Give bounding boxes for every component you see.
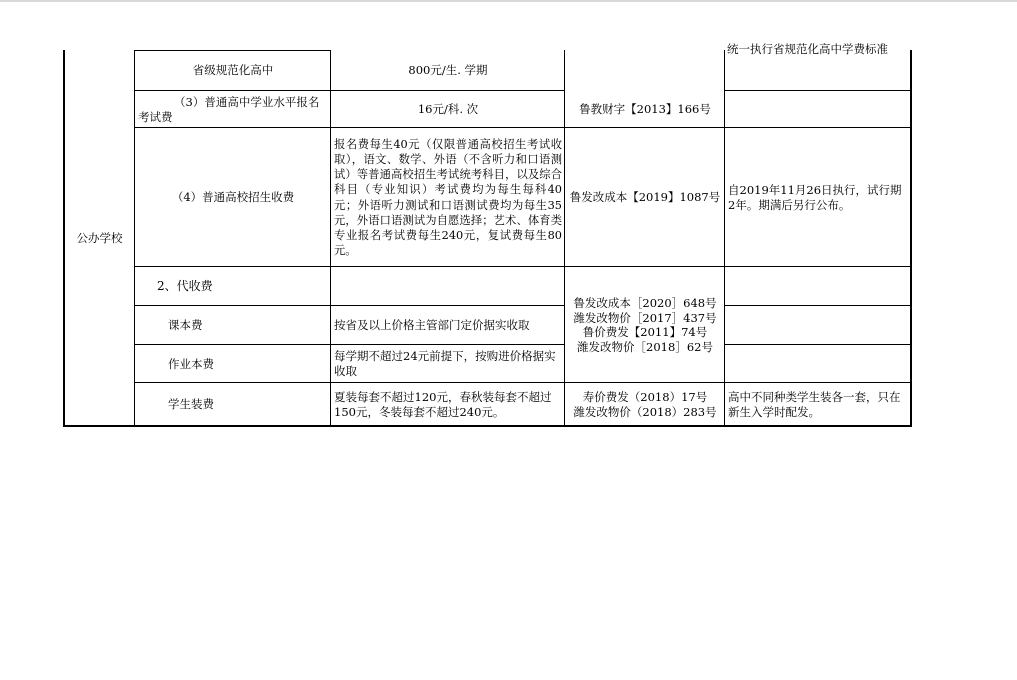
grid-line: [63, 50, 65, 427]
grid-line: [330, 50, 331, 427]
grid-line: [134, 266, 911, 267]
grid-line: [134, 90, 565, 91]
school-type-cell: [64, 50, 135, 426]
row-2-note: [725, 91, 911, 128]
grid-line: [134, 382, 911, 383]
grid-line: [564, 50, 565, 427]
row-7-basis: 寿价费发（2018）17号 潍发改物价（2018）283号: [573, 389, 717, 419]
grid-line: [134, 50, 331, 51]
row-4-item: 2、代收费: [157, 279, 213, 293]
row-7-item: 学生装费: [168, 397, 214, 411]
row-3-standard: 报名费每生40元（仅限普通高校招生考试收取），语文、数学、外语（不含听力和口语测试）等普通高校招生考试统考科目，以及综合科目（专业知识）考试费均为每生每科40元；外语听力测试和口语测试费均为每生35元，外语口语测试为自愿选择；艺术、体育类专业报名考试费每生240元，复试费每生80元。: [334, 137, 562, 258]
row-1-basis: [565, 50, 725, 91]
grid-line: [724, 305, 911, 306]
school-type-label: 公办学校: [76, 230, 123, 245]
row-6-item: 作业本费: [168, 356, 214, 371]
row-2-basis: 鲁教财字【2013】166号: [579, 102, 711, 116]
grid-line: [724, 344, 911, 345]
row-2-standard: 16元/科. 次: [417, 102, 479, 116]
row-3-note: 自2019年11月26日执行，试行期2年。期满后另行公布。: [728, 182, 902, 212]
grid-line: [63, 425, 912, 427]
grid-line: [134, 305, 565, 306]
row-6-standard: 每学期不超过24元前提下，按购进价格据实收取: [334, 349, 556, 378]
row-5-standard: 按省及以上价格主管部门定价据实收取: [334, 318, 530, 332]
row-1-item: 省级规范化高中: [192, 63, 274, 77]
grid-line: [910, 50, 912, 427]
row-1-standard: 800元/生. 学期: [408, 63, 488, 77]
row-5-item: 课本费: [168, 318, 203, 332]
row-7-note: 高中不同种类学生装各一套，只在新生入学时配发。: [728, 389, 901, 419]
row-2-item: （3）普通高中学业水平报名考试费: [138, 94, 320, 124]
row-4-standard: [331, 267, 565, 306]
row-5-note: [725, 306, 911, 345]
row-4-note: [725, 267, 911, 306]
partial-top-note: 统一执行省规范化高中学费标准: [727, 42, 888, 56]
grid-line: [134, 344, 565, 345]
row-3-basis: 鲁发改成本【2019】1087号: [569, 190, 721, 204]
grid-line: [724, 90, 911, 91]
grid-line: [724, 50, 725, 427]
row-1-note: [725, 42, 911, 91]
row-3-item: （4）普通高校招生收费: [171, 190, 295, 204]
daishoufei-basis: 鲁发改成本［2020］648号 潍发改物价［2017］437号 鲁价费发【2011】74号 潍发改物价［2018］62号: [573, 296, 717, 354]
grid-line: [134, 127, 911, 128]
row-6-note: [725, 345, 911, 383]
grid-line: [134, 50, 135, 427]
row-7-standard: 夏装每套不超过120元，春秋装每套不超过150元，冬装每套不超过240元。: [334, 389, 552, 419]
